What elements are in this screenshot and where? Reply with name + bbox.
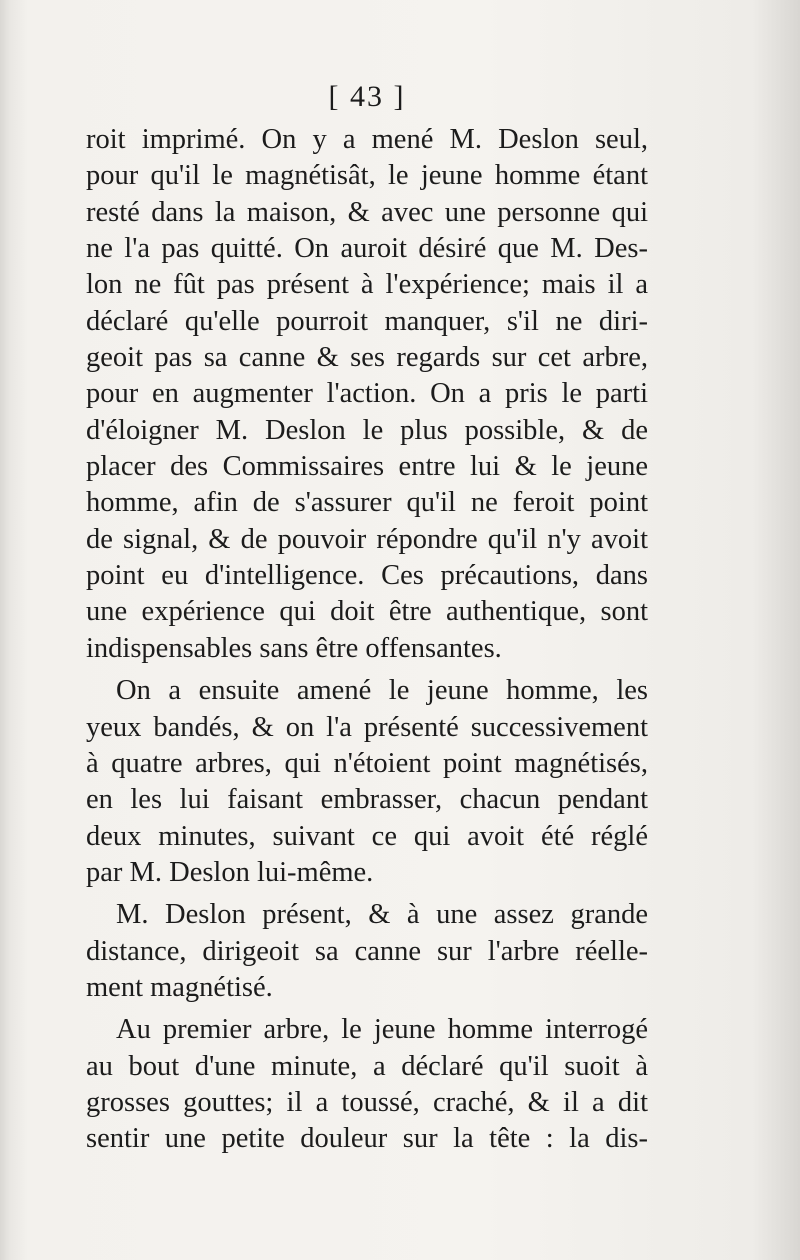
text-line: point eu d'intelligence. Ces précautions, dans (86, 560, 648, 592)
text-line: de signal, & de pouvoir répondre qu'il n'y avoit (86, 523, 648, 555)
text-line: deux minutes, suivant ce qui avoit été réglé (86, 820, 648, 852)
text-line: yeux bandés, & on l'a présenté successivement (86, 711, 648, 743)
text-line: distance, dirigeoit sa canne sur l'arbre réelle- (86, 935, 648, 967)
paragraph (86, 1012, 648, 1157)
text-line: placer des Commissaires entre lui & le jeune (86, 451, 648, 483)
paragraph (86, 122, 648, 667)
text-line: sentir une petite douleur sur la tête : la dis- (86, 1123, 648, 1155)
text-line: Au premier arbre, le jeune homme interrogé (116, 1014, 648, 1046)
text-line: homme, afin de s'assurer qu'il ne feroit point (86, 487, 648, 519)
paragraph (86, 897, 648, 1006)
body-text (86, 122, 648, 1158)
text-line: ment magnétisé. (86, 971, 273, 1003)
text-line: On a ensuite amené le jeune homme, les (116, 675, 648, 707)
text-line: par M. Deslon lui-même. (86, 856, 374, 888)
text-line: pour en augmenter l'action. On a pris le parti (86, 378, 648, 410)
text-line: M. Deslon présent, & à une assez grande (116, 899, 648, 931)
text-line: à quatre arbres, qui n'étoient point magnétisés, (86, 747, 648, 779)
page-number: [ 43 ] (328, 80, 406, 113)
text-line: lon ne fût pas présent à l'expérience; mais il a (86, 269, 648, 301)
text-line: geoit pas sa canne & ses regards sur cet arbre, (86, 342, 648, 374)
text-line: grosses gouttes; il a toussé, craché, & il a dit (86, 1086, 648, 1118)
text-line: au bout d'une minute, a déclaré qu'il suoit à (86, 1050, 648, 1082)
text-line: déclaré qu'elle pourroit manquer, s'il ne diri- (86, 305, 648, 337)
text-line: pour qu'il le magnétisât, le jeune homme étant (86, 160, 648, 192)
text-line: ne l'a pas quitté. On auroit désiré que M. Des- (86, 233, 648, 265)
text-line: indispensables sans être offensantes. (86, 632, 502, 664)
text-line: d'éloigner M. Deslon le plus possible, & de (86, 414, 648, 446)
text-line: resté dans la maison, & avec une personne qui (86, 196, 648, 228)
text-line: une expérience qui doit être authentique, sont (86, 596, 648, 628)
text-line: roit imprimé. On y a mené M. Deslon seul, (86, 124, 648, 155)
paragraph (86, 673, 648, 891)
text-line: en les lui faisant embrasser, chacun pendant (86, 784, 648, 816)
